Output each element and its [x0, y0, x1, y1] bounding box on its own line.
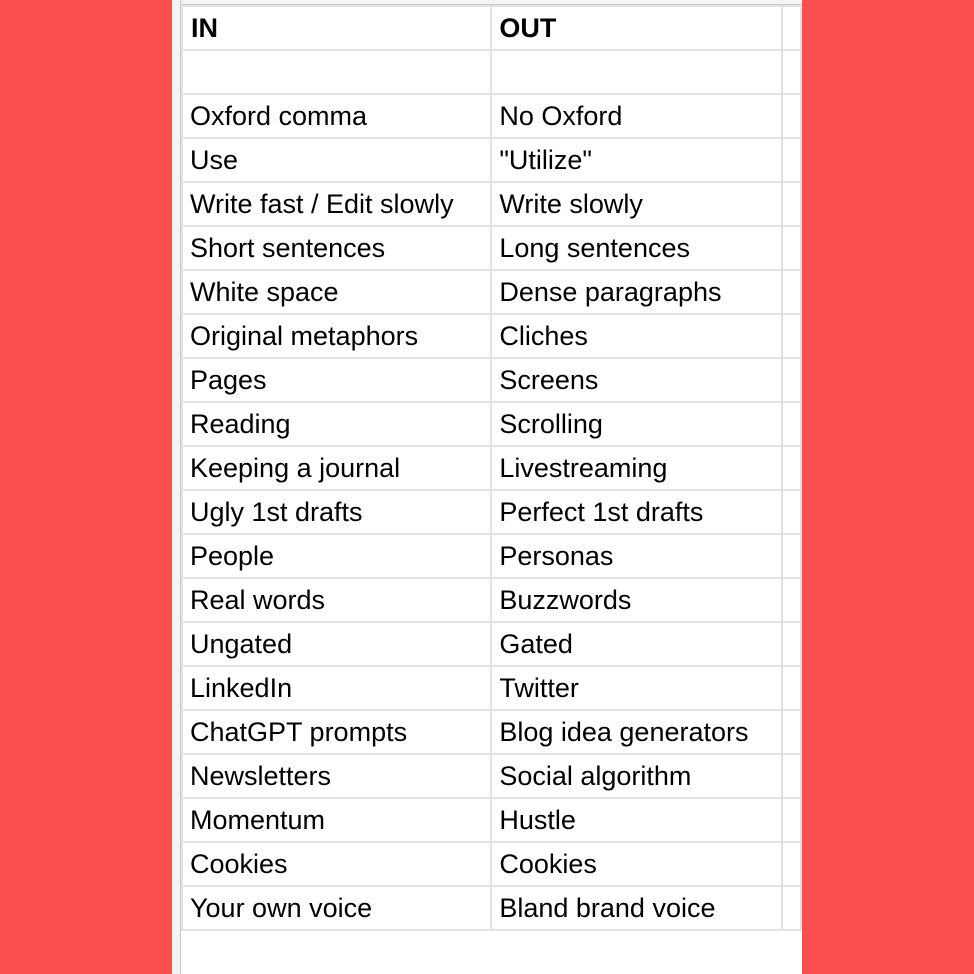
- cell-in[interactable]: Ugly 1st drafts: [182, 490, 491, 534]
- header-cell-out[interactable]: OUT: [491, 6, 782, 50]
- empty-cell[interactable]: [782, 226, 801, 270]
- table-row: [182, 138, 801, 182]
- cell-out[interactable]: Twitter: [491, 666, 782, 710]
- cell-out[interactable]: Screens: [491, 358, 782, 402]
- cell-in[interactable]: Pages: [182, 358, 491, 402]
- table-row: [182, 358, 801, 402]
- cell-in[interactable]: Original metaphors: [182, 314, 491, 358]
- table-row: [182, 226, 801, 270]
- cell-in[interactable]: Keeping a journal: [182, 446, 491, 490]
- cell-out[interactable]: Scrolling: [491, 402, 782, 446]
- cell-in[interactable]: ChatGPT prompts: [182, 710, 491, 754]
- cell-out[interactable]: Bland brand voice: [491, 886, 782, 930]
- table-row: [182, 182, 801, 226]
- empty-cell[interactable]: [782, 578, 801, 622]
- cell-in[interactable]: Newsletters: [182, 754, 491, 798]
- cell-in[interactable]: White space: [182, 270, 491, 314]
- cell-out[interactable]: Gated: [491, 622, 782, 666]
- cell-out[interactable]: Hustle: [491, 798, 782, 842]
- cell-in[interactable]: People: [182, 534, 491, 578]
- table-row: [182, 446, 801, 490]
- empty-cell[interactable]: [782, 622, 801, 666]
- header-row: [182, 6, 801, 50]
- table-row: [182, 50, 801, 94]
- cell-in[interactable]: Momentum: [182, 798, 491, 842]
- cell-in[interactable]: LinkedIn: [182, 666, 491, 710]
- table-row: [182, 578, 801, 622]
- cell-in[interactable]: Use: [182, 138, 491, 182]
- cell-in[interactable]: Ungated: [182, 622, 491, 666]
- empty-cell[interactable]: [782, 94, 801, 138]
- row-number-gutter: [172, 0, 181, 974]
- cell-in[interactable]: [182, 50, 491, 94]
- table-row: [182, 622, 801, 666]
- table-row: [182, 314, 801, 358]
- cell-out[interactable]: Social algorithm: [491, 754, 782, 798]
- empty-cell[interactable]: [782, 182, 801, 226]
- empty-cell[interactable]: [782, 842, 801, 886]
- empty-cell[interactable]: [782, 6, 801, 50]
- cell-out[interactable]: Livestreaming: [491, 446, 782, 490]
- table-row: [182, 270, 801, 314]
- empty-cell[interactable]: [782, 710, 801, 754]
- empty-cell[interactable]: [782, 446, 801, 490]
- cell-in[interactable]: Your own voice: [182, 886, 491, 930]
- cell-out[interactable]: Buzzwords: [491, 578, 782, 622]
- empty-cell[interactable]: [782, 314, 801, 358]
- empty-cell[interactable]: [782, 50, 801, 94]
- table-row: [182, 842, 801, 886]
- in-out-table: [181, 5, 802, 931]
- cell-in[interactable]: Cookies: [182, 842, 491, 886]
- spreadsheet: [172, 0, 802, 974]
- empty-cell[interactable]: [782, 270, 801, 314]
- table-row: [182, 798, 801, 842]
- table-row: [182, 94, 801, 138]
- cell-out[interactable]: Long sentences: [491, 226, 782, 270]
- cell-in[interactable]: Write fast / Edit slowly: [182, 182, 491, 226]
- empty-cell[interactable]: [782, 754, 801, 798]
- empty-cell[interactable]: [782, 534, 801, 578]
- cell-out[interactable]: [491, 50, 782, 94]
- table-row: [182, 402, 801, 446]
- table-row: [182, 886, 801, 930]
- cell-out[interactable]: Perfect 1st drafts: [491, 490, 782, 534]
- cell-out[interactable]: Blog idea generators: [491, 710, 782, 754]
- header-cell-in[interactable]: IN: [182, 6, 491, 50]
- table-row: [182, 490, 801, 534]
- empty-cell[interactable]: [782, 402, 801, 446]
- cell-out[interactable]: "Utilize": [491, 138, 782, 182]
- cell-in[interactable]: Short sentences: [182, 226, 491, 270]
- empty-cell[interactable]: [782, 886, 801, 930]
- table-row: [182, 710, 801, 754]
- cell-in[interactable]: Reading: [182, 402, 491, 446]
- empty-cell[interactable]: [782, 798, 801, 842]
- table-row: [182, 666, 801, 710]
- cell-out[interactable]: Write slowly: [491, 182, 782, 226]
- cell-out[interactable]: Cookies: [491, 842, 782, 886]
- empty-cell[interactable]: [782, 138, 801, 182]
- cell-out[interactable]: Dense paragraphs: [491, 270, 782, 314]
- cell-in[interactable]: Real words: [182, 578, 491, 622]
- table-row: [182, 754, 801, 798]
- empty-cell[interactable]: [782, 490, 801, 534]
- empty-cell[interactable]: [782, 358, 801, 402]
- cell-out[interactable]: Personas: [491, 534, 782, 578]
- cell-out[interactable]: No Oxford: [491, 94, 782, 138]
- table-row: [182, 534, 801, 578]
- cell-in[interactable]: Oxford comma: [182, 94, 491, 138]
- empty-cell[interactable]: [782, 666, 801, 710]
- cell-out[interactable]: Cliches: [491, 314, 782, 358]
